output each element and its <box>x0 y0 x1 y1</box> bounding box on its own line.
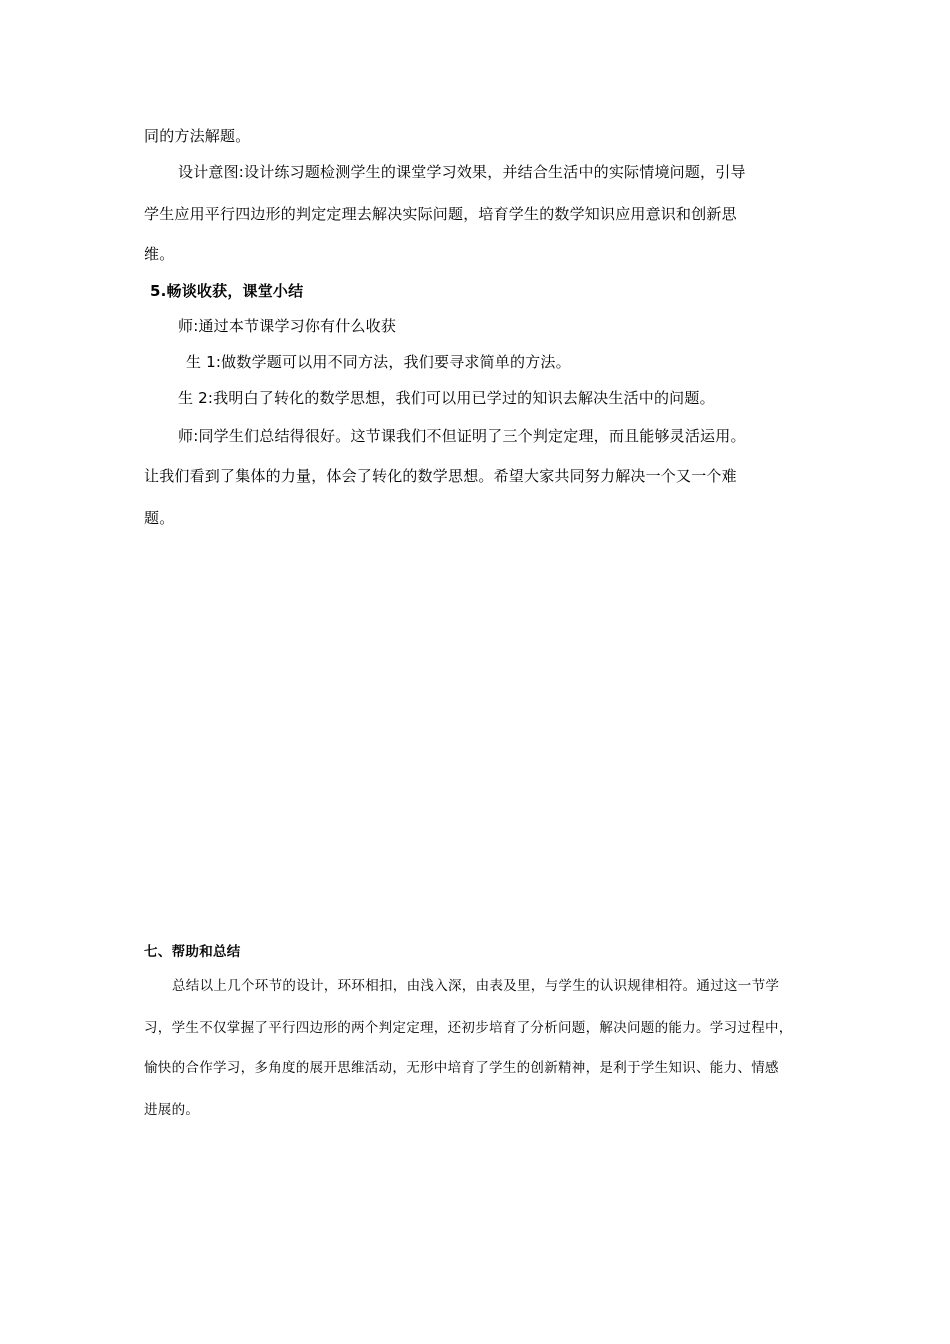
design-intent-line-3: 维。 <box>144 245 175 263</box>
student-1-answer: 生 1:做数学题可以用不同方法，我们要寻求简单的方法。 <box>186 353 571 371</box>
section-7-heading: 七、帮助和总结 <box>144 944 241 960</box>
section-5-heading: 5.畅谈收获，课堂小结 <box>150 282 304 300</box>
design-intent-line-2: 学生应用平行四边形的判定定理去解决实际问题，培育学生的数学知识应用意识和创新思 <box>144 205 737 223</box>
teacher-summary-line-1: 师:同学生们总结得很好。这节课我们不但证明了三个判定定理，而且能够灵活运用。 <box>178 427 746 445</box>
summary-line-4: 进展的。 <box>144 1102 200 1118</box>
summary-line-1: 总结以上几个环节的设计，环环相扣，由浅入深，由表及里，与学生的认识规律相符。通过这一节学 <box>172 978 780 994</box>
design-intent-line-1: 设计意图:设计练习题检测学生的课堂学习效果，并结合生活中的实际情境问题，引导 <box>178 163 746 181</box>
teacher-question: 师:通过本节课学习你有什么收获 <box>178 317 397 335</box>
teacher-summary-line-3: 题。 <box>144 509 175 527</box>
teacher-summary-line-2: 让我们看到了集体的力量，体会了转化的数学思想。希望大家共同努力解决一个又一个难 <box>144 467 737 485</box>
student-2-answer: 生 2:我明白了转化的数学思想，我们可以用已学过的知识去解决生活中的问题。 <box>178 389 715 407</box>
summary-line-2: 习，学生不仅掌握了平行四边形的两个判定定理，还初步培育了分析问题，解决问题的能力。学习过程中， <box>144 1020 793 1036</box>
paragraph-end-line: 同的方法解题。 <box>144 127 251 145</box>
summary-line-3: 愉快的合作学习，多角度的展开思维活动，无形中培育了学生的创新精神，是利于学生知识、能力、情感 <box>144 1060 779 1076</box>
